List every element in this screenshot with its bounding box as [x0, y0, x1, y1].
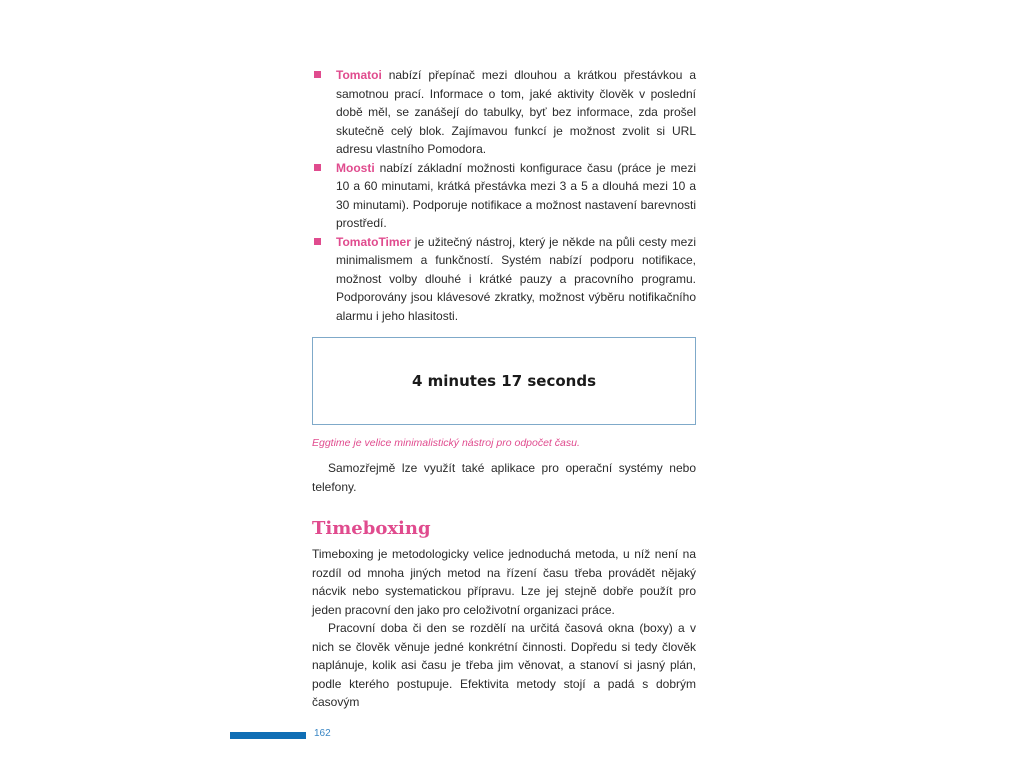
page-number: 162: [314, 728, 331, 739]
section-heading: Timeboxing: [312, 518, 431, 539]
bullet-square-icon: [314, 238, 321, 245]
list-item-moosti: [312, 159, 696, 233]
bullet-square-icon: [314, 71, 321, 78]
section-paragraph: Timeboxing je metodologicky velice jednoduchá metoda, u níž není na rozdíl od mnoha jiných metod na řízení času třeba provádět nějaký nácvik nebo systematickou přípravu. Lze jej stejně dobře použít pro jeden pracovní den jako pro celoživotní organizaci práce.: [312, 547, 696, 617]
footer-accent-bar: [230, 732, 306, 739]
tool-list: [312, 66, 696, 325]
tool-description: je užitečný nástroj, který je někde na půli cesty mezi minimalismem a funkčností. Systém nabízí podporu notifikace, možnost volby dlouhé i krátké pauzy a pracovního programu. Podporovány jsou klávesové zkratky, možnost výběru notifikačního alarmu i jeho hlasitosti.: [336, 234, 696, 323]
tool-description: nabízí přepínač mezi dlouhou a krátkou přestávkou a samotnou prací. Informace o tom, jaké aktivity člověk v poslední době měl, se zanášejí do tabulky, byť bez informace, zda prošel skutečně celý blok. Zajímavou funkcí je možnost zvolit si URL adresu vlastního Pomodora.: [336, 68, 696, 156]
section-paragraph: Pracovní doba či den se rozdělí na určitá časová okna (boxy) a v nich se člověk věnuje jedné konkrétní činnosti. Dopředu si tedy člověk naplánuje, kolik asi času je třeba jim věnovat, a stanoví si jasný plán, podle kterého postupuje. Efektivita metody stojí a padá s dobrým časovým: [312, 621, 696, 709]
tool-name: Moosti: [336, 160, 375, 175]
tool-name: TomatoTimer: [336, 234, 411, 249]
list-item-tomatoi: [312, 66, 696, 159]
timer-readout: 4 minutes 17 seconds: [411, 372, 597, 390]
book-page: [230, 0, 798, 768]
figure-caption: Eggtime je velice minimalistický nástroj pro odpočet času.: [312, 437, 580, 449]
page-content: [312, 66, 696, 712]
list-item-tomatotimer: [312, 233, 696, 326]
body-paragraph: Samozřejmě lze využít také aplikace pro operační systémy nebo telefony.: [312, 461, 696, 494]
tool-description: nabízí základní možnosti konfigurace času (práce je mezi 10 a 60 minutami, krátká přestávka mezi 3 a 5 a dlouhá mezi 10 a 30 minutami). Podporuje notifikace a možnost nastavení barevnosti prostředí.: [336, 160, 696, 230]
eggtime-screenshot-figure: [312, 337, 696, 425]
bullet-square-icon: [314, 164, 321, 171]
tool-name: Tomatoi: [336, 68, 382, 82]
